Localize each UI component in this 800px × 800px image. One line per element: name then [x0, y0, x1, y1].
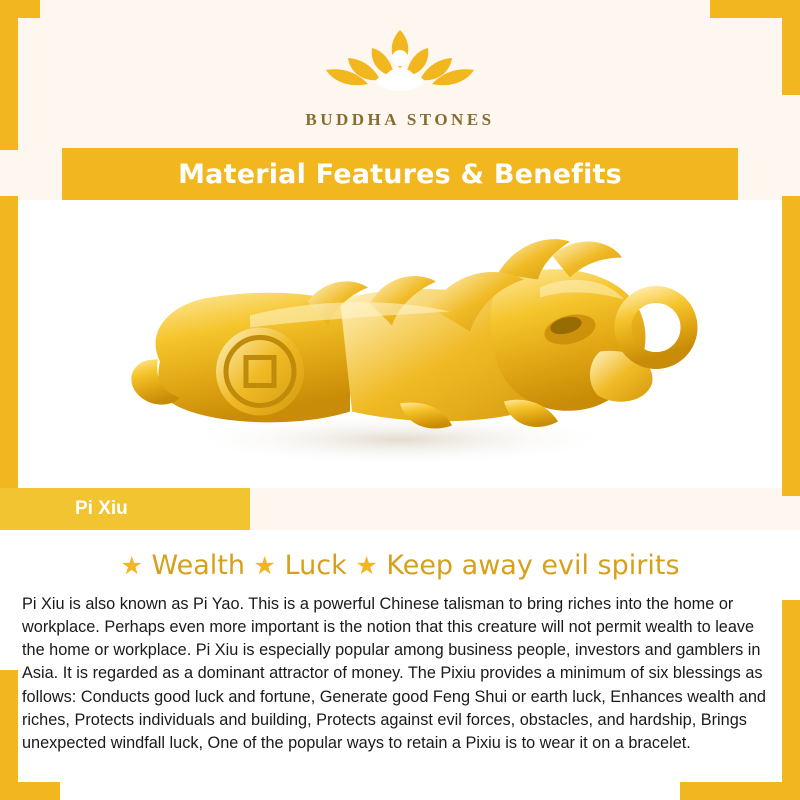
gold-pixiu-pendant-photo — [100, 212, 700, 477]
brand-logo — [305, 18, 494, 130]
description-text: Pi Xiu is also known as Pi Yao. This is a powerful Chinese talisman to bring riches into the home or workplace. Perhaps even more important is the notion that this creature will not permit wealth to leave the home or workplace. Pi Xiu is especially popular among business people, investors and gamblers in Asia. It is regarded as a dominant attractor of money. The Pixiu provides a minimum of six blessings as follows: Conducts good luck and fortune, Generate good Feng Shui or earth luck, Enhances wealth and riches, Protects individuals and building, Protects against evil forces, obstacles, and hardship, Brings unexpected windfall luck, One of the popular ways to retain a Pixiu is to wear it on a bracelet. — [22, 595, 766, 752]
description-section — [0, 530, 800, 800]
corner-bracket-bottom-right — [680, 782, 800, 800]
page-title: Material Features & Benefits — [178, 158, 622, 190]
header — [0, 0, 800, 148]
benefit-evil-spirits: Keep away evil spirits — [386, 550, 680, 581]
corner-bracket-top-right-vertical — [782, 0, 800, 95]
benefits-line — [22, 550, 778, 581]
corner-bracket-top-left-vertical — [0, 0, 18, 150]
side-bracket-right — [782, 196, 800, 496]
title-banner — [62, 148, 738, 200]
star-icon-2: ★ — [253, 551, 276, 580]
product-caption: Pi Xiu — [75, 498, 128, 519]
side-bracket-left — [0, 196, 18, 496]
product-caption-bar — [0, 488, 250, 530]
star-icon-1: ★ — [120, 551, 143, 580]
corner-bracket-bottom-left-vertical — [0, 670, 18, 800]
benefit-wealth: Wealth — [151, 550, 245, 581]
lotus-meditation-icon — [305, 18, 494, 106]
corner-bracket-bottom-right-vertical — [782, 600, 800, 800]
star-icon-3: ★ — [355, 551, 378, 580]
product-image-area — [0, 200, 800, 488]
brand-name: BUDDHA STONES — [305, 110, 495, 129]
corner-bracket-bottom-left — [0, 782, 60, 800]
benefit-luck: Luck — [284, 550, 347, 581]
